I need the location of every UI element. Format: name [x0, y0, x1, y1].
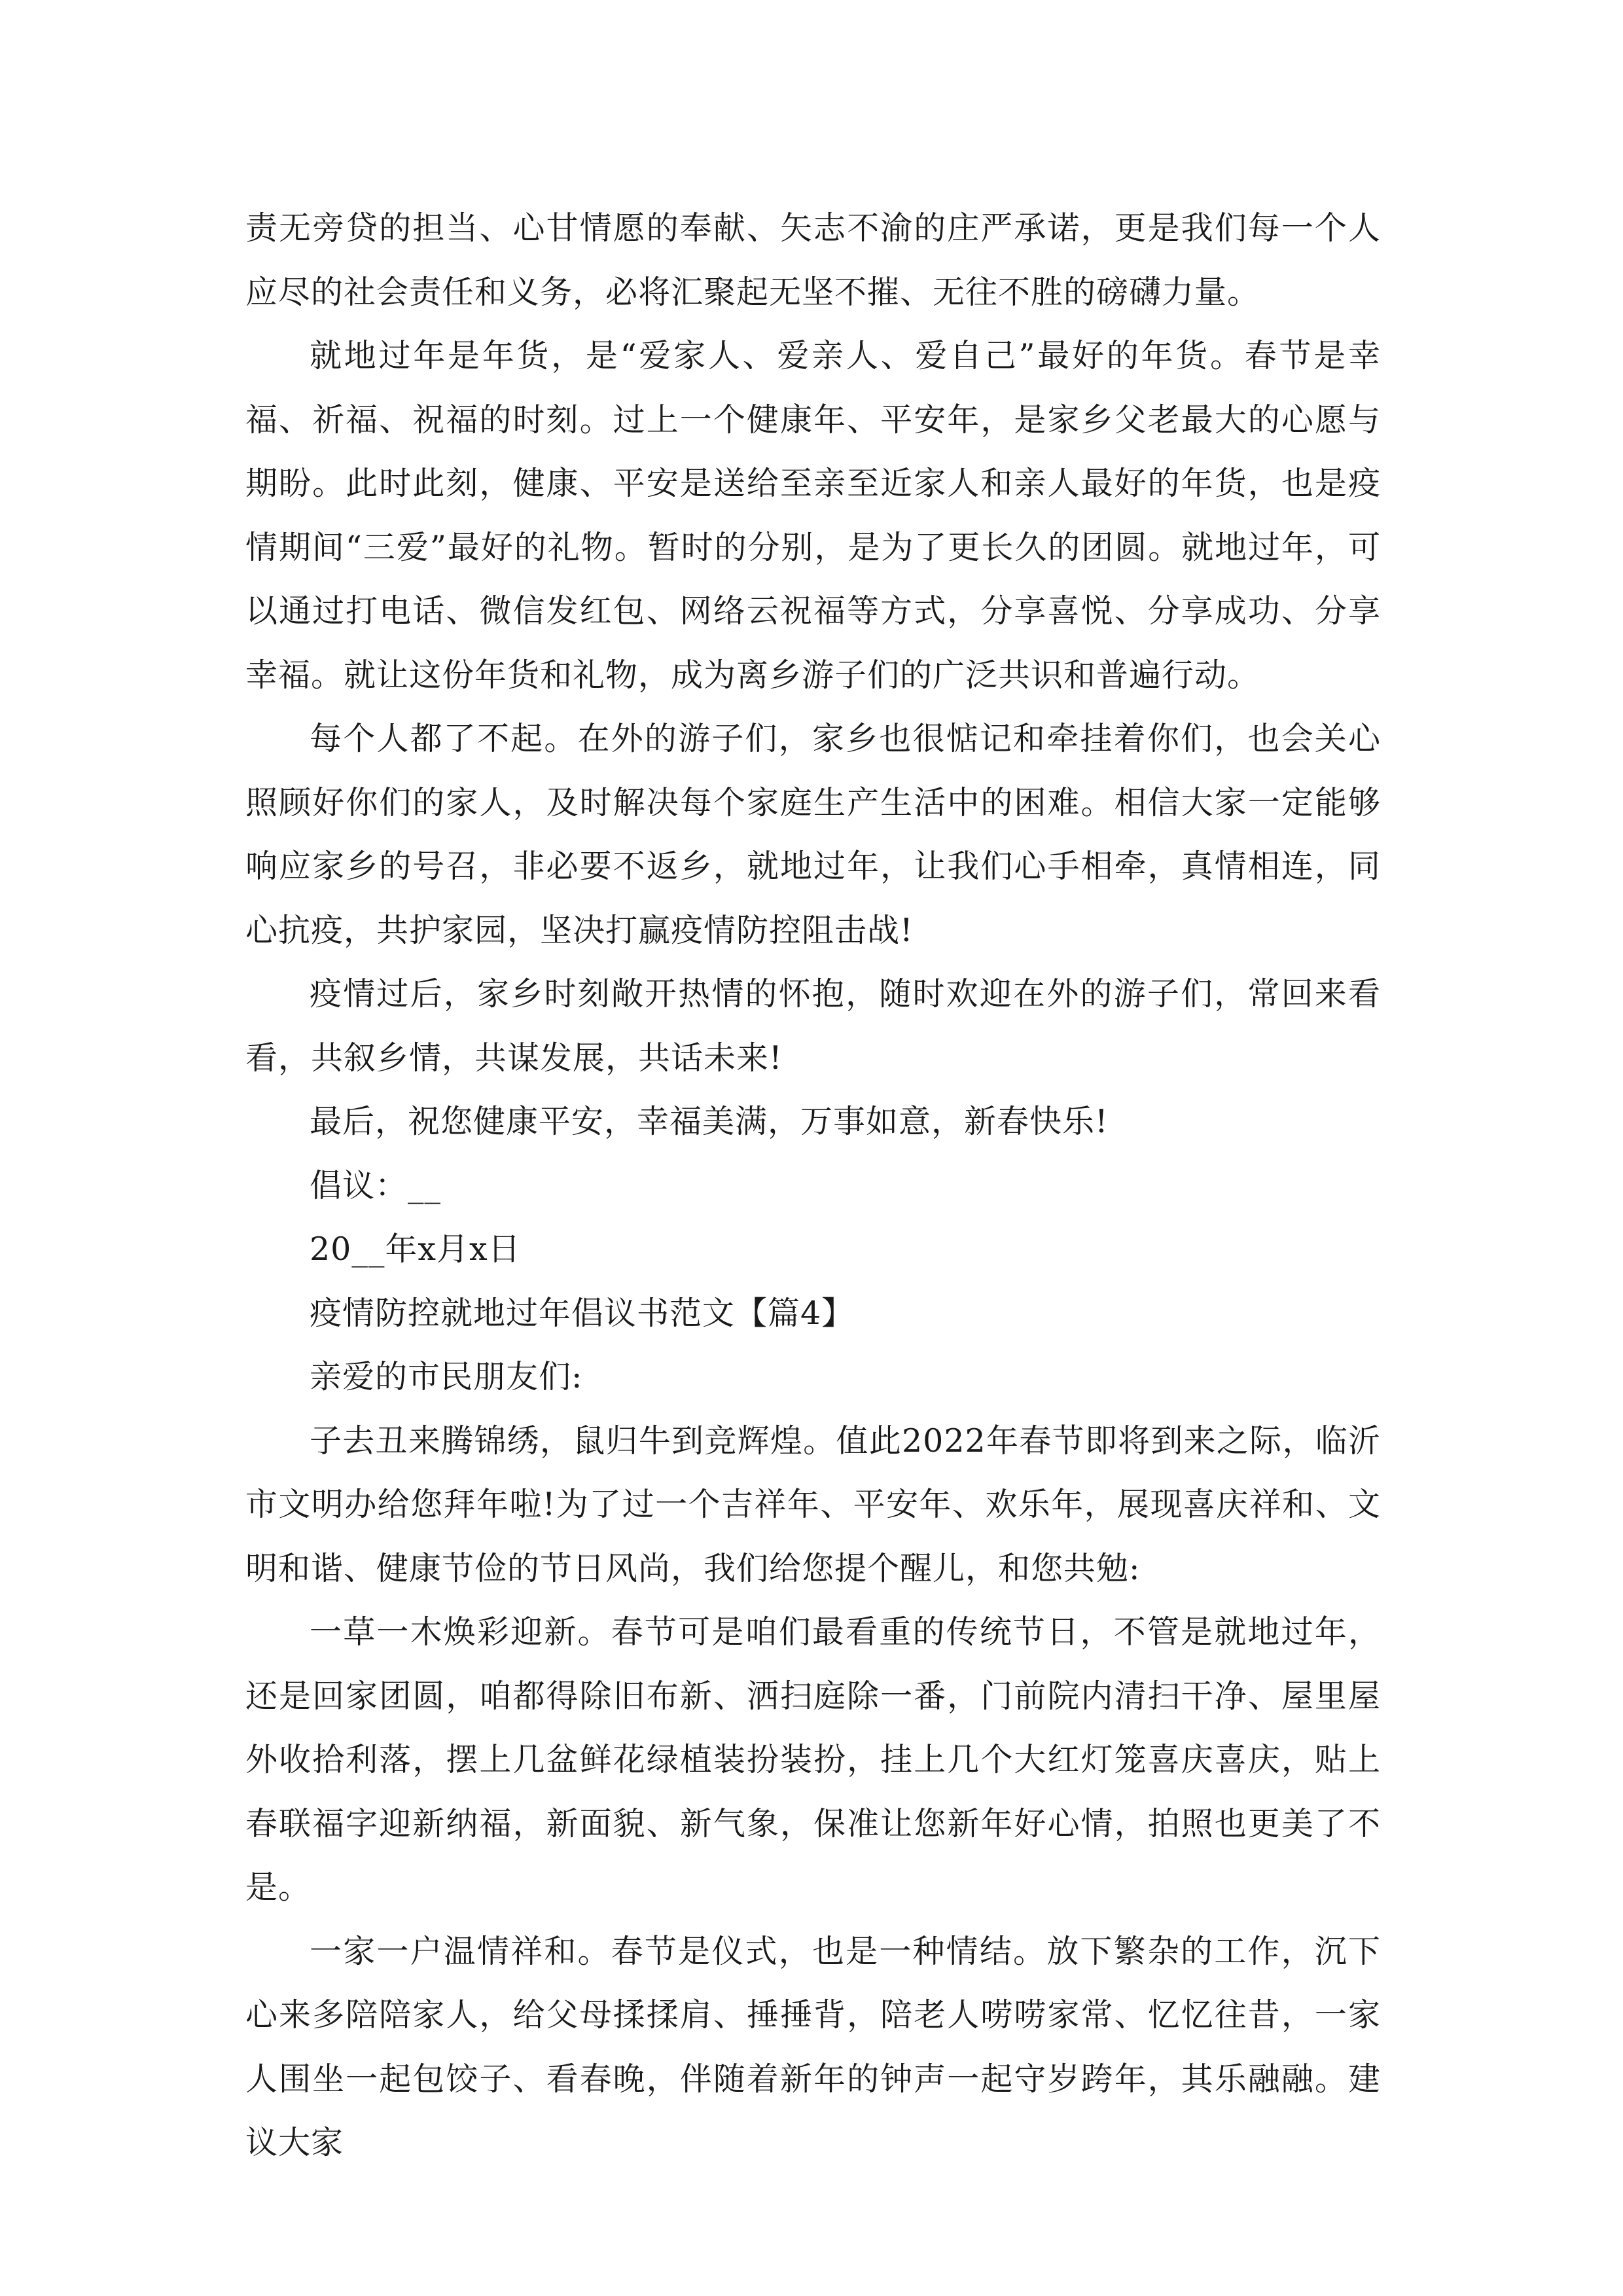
section-heading: 疫情防控就地过年倡议书范文【篇4】: [310, 1294, 855, 1332]
paragraph-after-epidemic: 疫情过后，家乡时刻敞开热情的怀抱，随时欢迎在外的游子们，常回来看看，共叙乡情，共谋发展，共话未来!: [245, 975, 1381, 1077]
salutation: 亲爱的市民朋友们:: [310, 1358, 583, 1395]
paragraph-spring-festival-intro: 子去丑来腾锦绣，鼠归牛到竞辉煌。值此2022年春节即将到来之际，临沂市文明办给您拜年啦!为了过一个吉祥年、平安年、欢乐年，展现喜庆祥和、文明和谐、健康节俭的节日风尚，我们给您提个醒儿，和您共勉:: [245, 1422, 1381, 1587]
paragraph-new-year-goods: 就地过年是年货，是“爱家人、爱亲人、爱自己”最好的年货。春节是幸福、祈福、祝福的时刻。过上一个健康年、平安年，是家乡父老最大的心愿与期盼。此时此刻，健康、平安是送给至亲至近家人和亲人最好的年货，也是疫情期间“三爱”最好的礼物。暂时的分别，是为了更长久的团圆。就地过年，可以通过打电话、微信发红包、网络云祝福等方式，分享喜悦、分享成功、分享幸福。就让这份年货和礼物，成为离乡游子们的广泛共识和普遍行动。: [245, 337, 1381, 694]
paragraph-family: 一家一户温情祥和。春节是仪式，也是一种情结。放下繁杂的工作，沉下心来多陪陪家人，给父母揉揉肩、捶捶背，陪老人唠唠家常、忆忆往昔，一家人围坐一起包饺子、看春晚，伴随着新年的钟声一起守岁跨年，其乐融融。建议大家: [245, 1932, 1381, 2161]
paragraph-continued: 责无旁贷的担当、心甘情愿的奉献、矢志不渝的庄严承诺，更是我们每一个人应尽的社会责任和义务，必将汇聚起无坚不摧、无往不胜的磅礴力量。: [245, 209, 1381, 311]
date-line: 20__年x月x日: [310, 1230, 521, 1268]
paragraph-cleaning: 一草一木焕彩迎新。春节可是咱们最看重的传统节日，不管是就地过年，还是回家团圆，咱都得除旧布新、洒扫庭除一番，门前院内清扫干净、屋里屋外收拾利落，摆上几盆鲜花绿植装扮装扮，挂上几个大红灯笼喜庆喜庆，贴上春联福字迎新纳福，新面貌、新气象，保准让您新年好心情，拍照也更美了不是。: [245, 1613, 1381, 1906]
document-body: [245, 196, 1381, 2175]
paragraph-everyone-great: 每个人都了不起。在外的游子们，家乡也很惦记和牵挂着你们，也会关心照顾好你们的家人，及时解决每个家庭生产生活中的困难。相信大家一定能够响应家乡的号召，非必要不返乡，就地过年，让我们心手相牵，真情相连，同心抗疫，共护家园，坚决打赢疫情防控阻击战!: [245, 720, 1381, 949]
signature-line: 倡议：__: [310, 1166, 442, 1204]
paragraph-closing-wishes: 最后，祝您健康平安，幸福美满，万事如意，新春快乐!: [310, 1103, 1109, 1140]
